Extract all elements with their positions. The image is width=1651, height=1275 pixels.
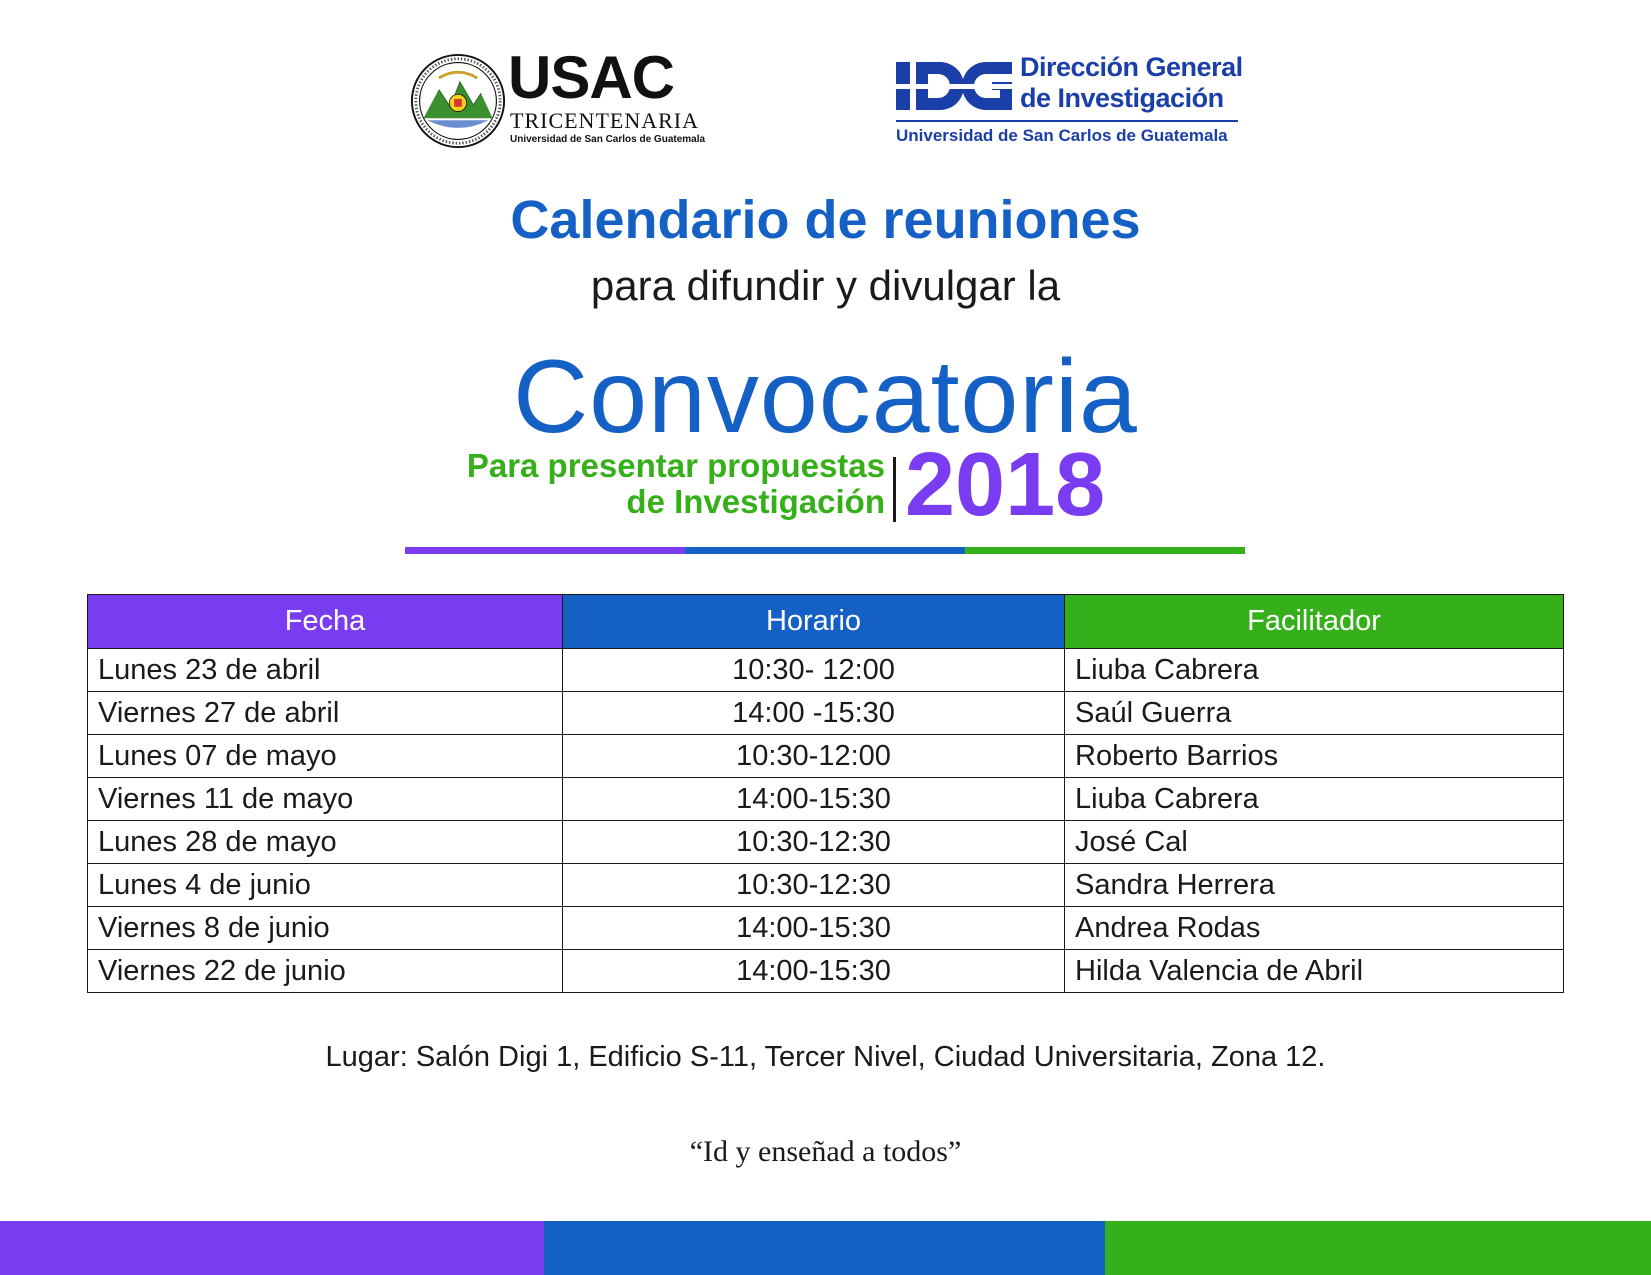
motto-text: “Id y enseñad a todos” bbox=[689, 1135, 962, 1168]
divider-blue bbox=[685, 547, 965, 554]
schedule-table bbox=[87, 594, 1564, 993]
cell-facilitador: Andrea Rodas bbox=[1065, 907, 1564, 950]
year-label: 2018 bbox=[905, 435, 1106, 535]
footer-band-purple bbox=[0, 1221, 544, 1275]
page-title: Calendario de reuniones bbox=[510, 190, 1141, 250]
cell-horario: 10:30-12:30 bbox=[563, 821, 1065, 864]
table-row bbox=[88, 778, 1564, 821]
footer-band-blue bbox=[544, 1221, 1105, 1275]
convocatoria-heading: Convocatoria bbox=[513, 339, 1138, 455]
cell-horario: 14:00-15:30 bbox=[563, 907, 1065, 950]
footer-band-green bbox=[1105, 1221, 1651, 1275]
page-subtitle: para difundir y divulgar la bbox=[590, 262, 1061, 309]
cell-fecha: Viernes 22 de junio bbox=[88, 950, 563, 993]
cell-facilitador: Hilda Valencia de Abril bbox=[1065, 950, 1564, 993]
cell-fecha: Viernes 27 de abril bbox=[88, 692, 563, 735]
usac-logo-name: USAC bbox=[508, 44, 675, 111]
propuestas-line1: Para presentar propuestas bbox=[466, 447, 885, 484]
cell-fecha: Lunes 28 de mayo bbox=[88, 821, 563, 864]
header-fecha: Fecha bbox=[88, 595, 563, 649]
divider-purple bbox=[405, 547, 685, 554]
cell-fecha: Lunes 07 de mayo bbox=[88, 735, 563, 778]
cell-horario: 14:00 -15:30 bbox=[563, 692, 1065, 735]
table-row bbox=[88, 950, 1564, 993]
dgi-title-line2: de Investigación bbox=[1020, 83, 1224, 113]
cell-facilitador: Roberto Barrios bbox=[1065, 735, 1564, 778]
cell-fecha: Lunes 23 de abril bbox=[88, 649, 563, 692]
cell-facilitador: Liuba Cabrera bbox=[1065, 649, 1564, 692]
university-seal-icon bbox=[410, 53, 506, 149]
dgi-university: Universidad de San Carlos de Guatemala bbox=[896, 126, 1228, 145]
usac-logo-university: Universidad de San Carlos de Guatemala bbox=[510, 134, 706, 145]
propuestas-line2: de Investigación bbox=[626, 483, 885, 520]
cell-facilitador: José Cal bbox=[1065, 821, 1564, 864]
divider-green bbox=[965, 547, 1245, 554]
table-header-row bbox=[88, 595, 1564, 649]
cell-fecha: Lunes 4 de junio bbox=[88, 864, 563, 907]
dgi-divider bbox=[896, 120, 1238, 122]
header-facilitador: Facilitador bbox=[1065, 595, 1564, 649]
table-row bbox=[88, 735, 1564, 778]
dgi-title-line1: Dirección General bbox=[1020, 52, 1243, 82]
cell-fecha: Viernes 11 de mayo bbox=[88, 778, 563, 821]
table-row bbox=[88, 692, 1564, 735]
table-row bbox=[88, 864, 1564, 907]
cell-facilitador: Sandra Herrera bbox=[1065, 864, 1564, 907]
cell-facilitador: Liuba Cabrera bbox=[1065, 778, 1564, 821]
vertical-divider bbox=[893, 457, 896, 522]
table-row bbox=[88, 649, 1564, 692]
table-row bbox=[88, 821, 1564, 864]
cell-horario: 10:30-12:00 bbox=[563, 735, 1065, 778]
header-horario: Horario bbox=[563, 595, 1065, 649]
cell-horario: 14:00-15:30 bbox=[563, 778, 1065, 821]
propuestas-text bbox=[440, 448, 885, 520]
cell-fecha: Viernes 8 de junio bbox=[88, 907, 563, 950]
cell-horario: 10:30-12:30 bbox=[563, 864, 1065, 907]
cell-horario: 10:30- 12:00 bbox=[563, 649, 1065, 692]
location-text: Lugar: Salón Digi 1, Edificio S-11, Tercer Nivel, Ciudad Universitaria, Zona 12. bbox=[325, 1041, 1326, 1073]
table-row bbox=[88, 907, 1564, 950]
dgi-monogram-icon bbox=[896, 58, 1018, 114]
usac-logo-subtitle: TRICENTENARIA bbox=[510, 108, 699, 133]
cell-facilitador: Saúl Guerra bbox=[1065, 692, 1564, 735]
cell-horario: 14:00-15:30 bbox=[563, 950, 1065, 993]
